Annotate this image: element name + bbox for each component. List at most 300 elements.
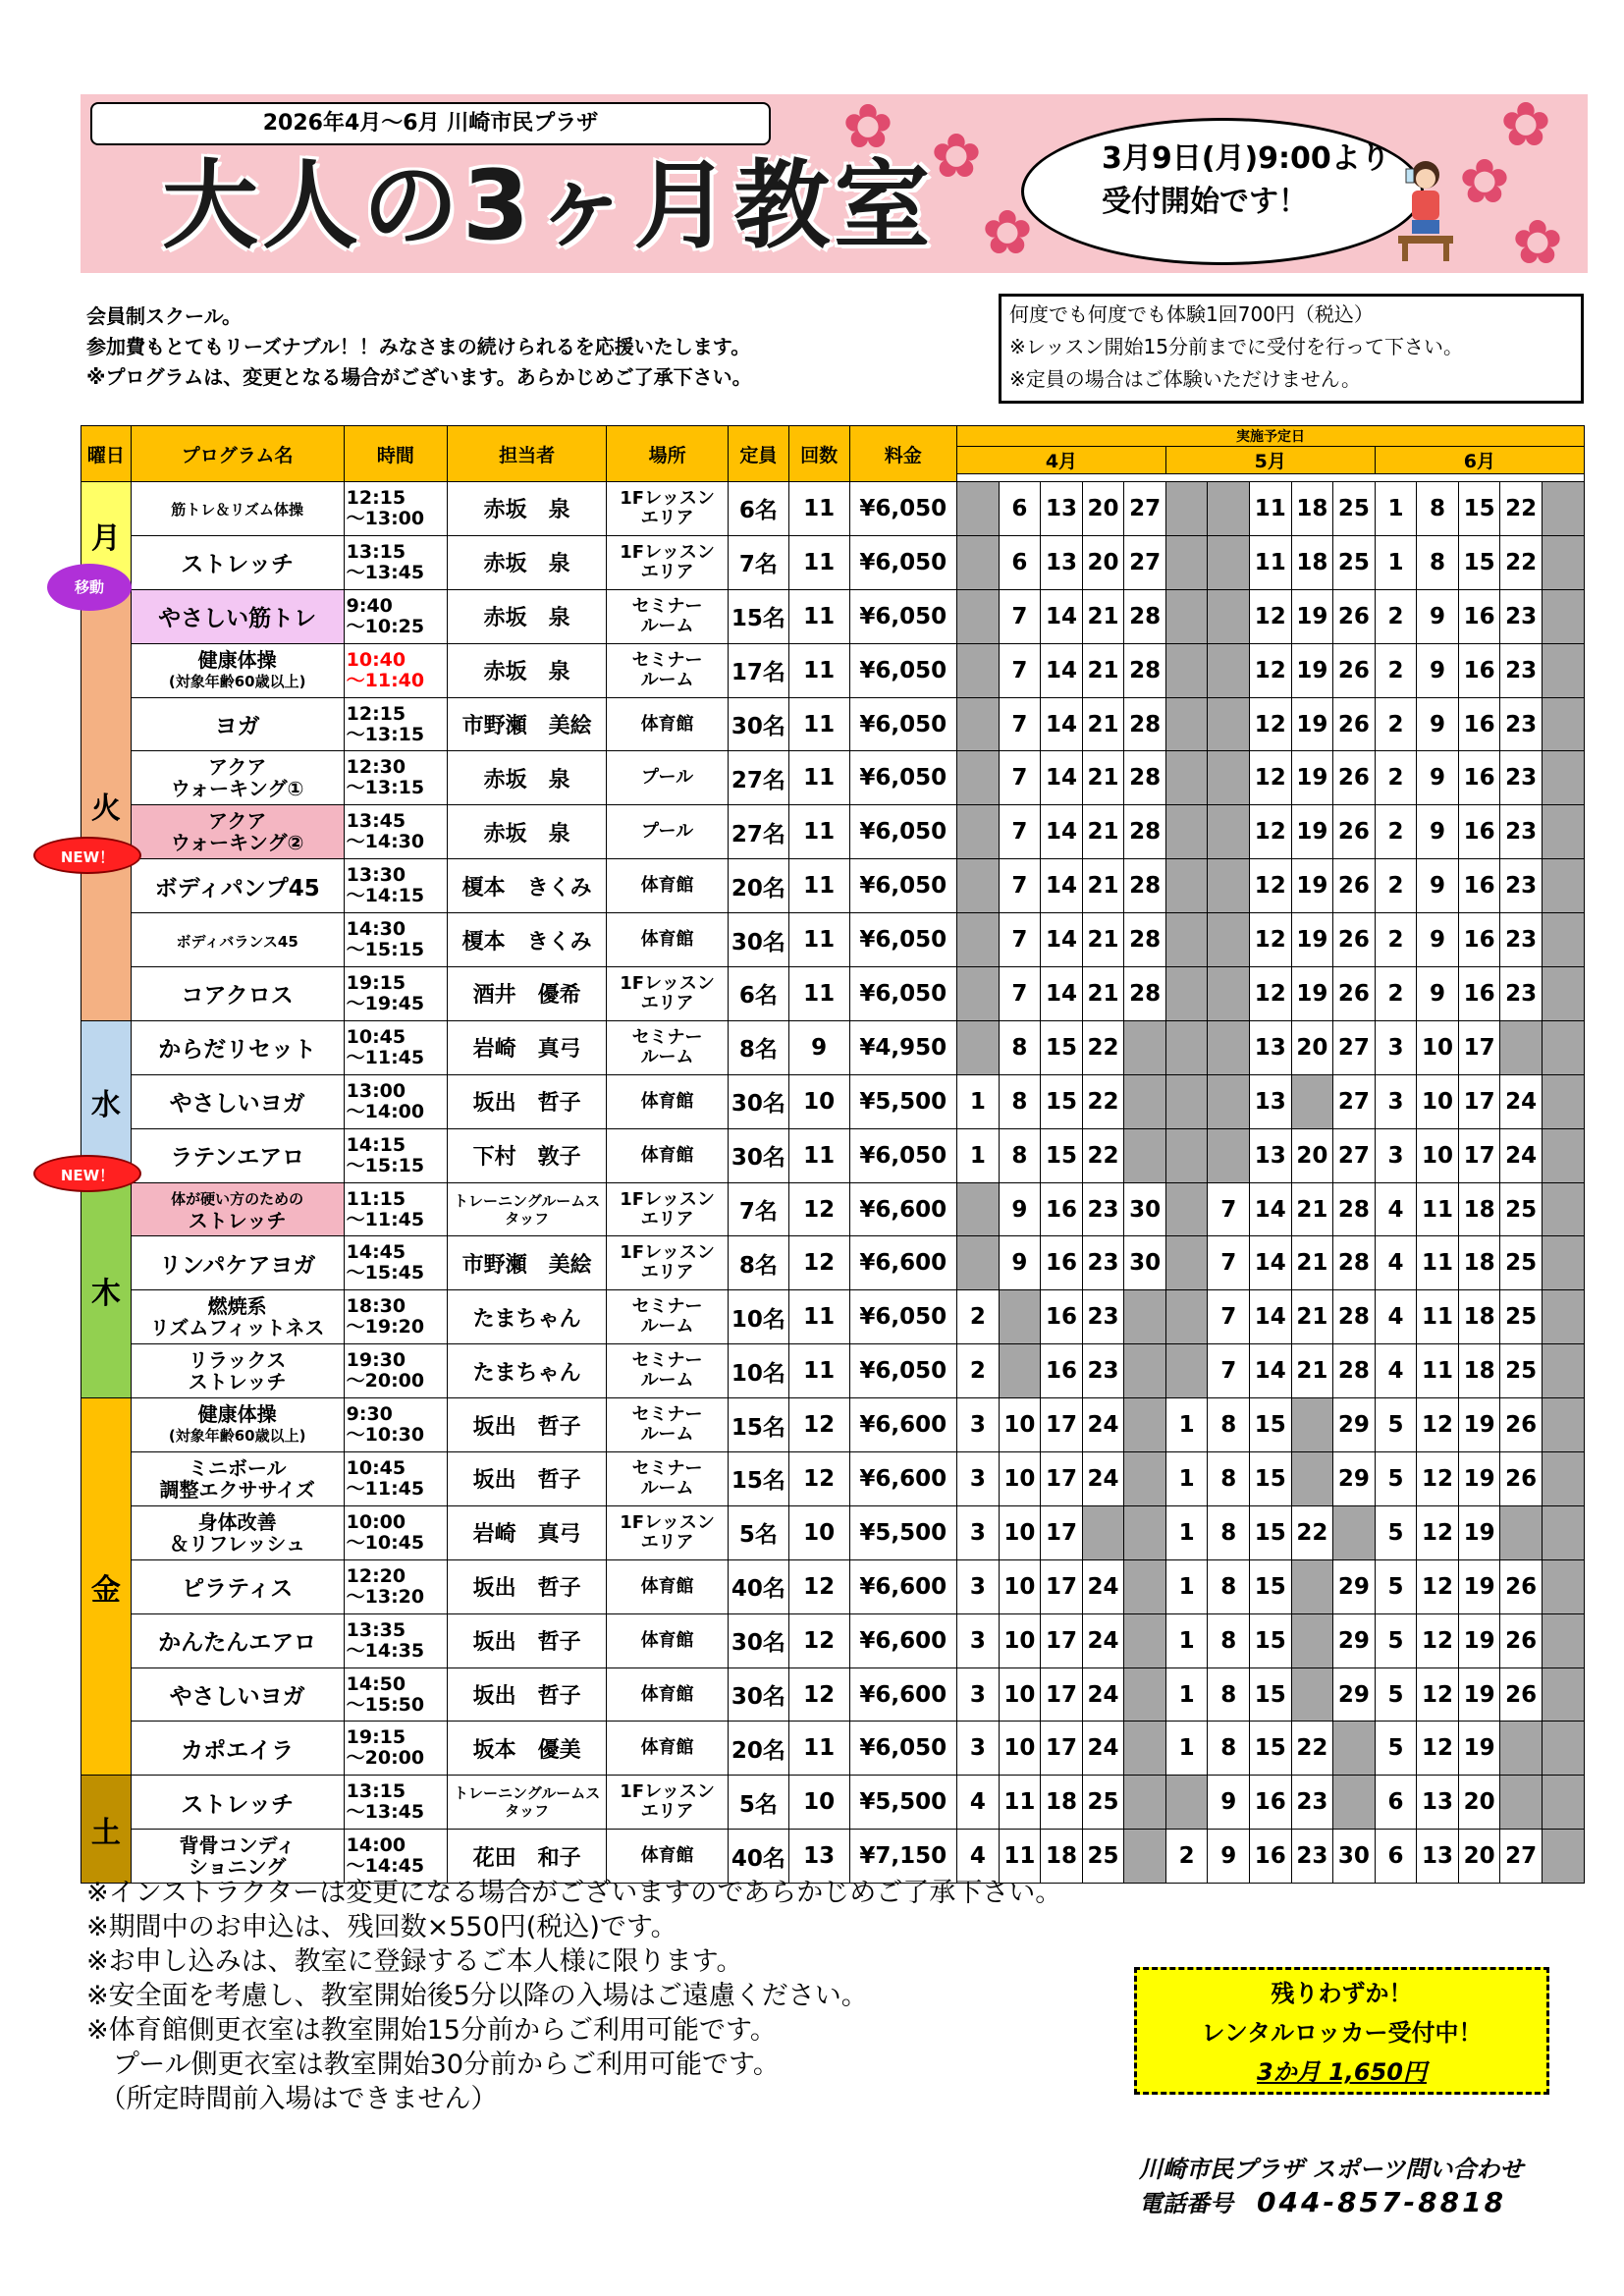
time-end: ～19:20 — [346, 1316, 425, 1339]
program-name: ピラティス — [182, 1576, 294, 1603]
day-cell: 金 — [81, 1398, 132, 1776]
date-cell — [1542, 751, 1584, 805]
date-cell — [1124, 1074, 1166, 1128]
instructor-name: 市野瀬 美絵 — [461, 1252, 592, 1278]
date-cell: 8 — [1208, 1452, 1250, 1506]
month-apr: 4月 — [957, 447, 1166, 474]
program-line2: 調整エクササイズ — [159, 1477, 315, 1502]
date-cell — [1291, 1667, 1333, 1722]
date-cell: 4 — [1375, 1182, 1417, 1236]
date-cell — [1500, 1776, 1543, 1830]
date-cell: 2 — [1375, 697, 1417, 751]
date-cell: 4 — [1375, 1344, 1417, 1398]
date-cell — [1333, 1722, 1376, 1776]
date-cell: 19 — [1291, 805, 1333, 859]
place-line2: エリア — [640, 1208, 694, 1230]
date-cell: 19 — [1291, 643, 1333, 697]
program-line1: 健康体操 — [197, 1402, 277, 1427]
date-cell: 26 — [1333, 751, 1376, 805]
time-cell — [344, 1776, 447, 1830]
instructor-cell — [448, 1613, 607, 1667]
fee-cell — [849, 805, 956, 859]
time-cell — [344, 1722, 447, 1776]
time-end: ～14:35 — [346, 1639, 425, 1662]
date-cell — [1165, 805, 1208, 859]
date-cell: 6 — [999, 535, 1041, 589]
date-cell: 5 — [1375, 1505, 1417, 1559]
time-end: ～14:15 — [346, 885, 425, 907]
capacity: 15名 — [731, 1468, 785, 1495]
program-cell — [131, 967, 344, 1021]
count-cell — [788, 535, 849, 589]
capacity: 8名 — [738, 1252, 778, 1279]
date-cell — [1542, 1452, 1584, 1506]
date-cell — [1165, 859, 1208, 913]
date-cell: 26 — [1333, 967, 1376, 1021]
count-cell — [788, 1344, 849, 1398]
date-cell: 25 — [1082, 1776, 1124, 1830]
session-count: 11 — [803, 1735, 836, 1762]
date-cell: 13 — [1417, 1776, 1459, 1830]
session-count: 11 — [803, 765, 836, 792]
date-cell — [957, 1236, 1000, 1290]
col-program: プログラム名 — [131, 426, 344, 482]
date-cell — [1165, 589, 1208, 643]
date-cell — [1165, 1344, 1208, 1398]
date-cell: 16 — [1458, 589, 1500, 643]
date-cell: 29 — [1333, 1559, 1376, 1613]
month-may: 5月 — [1165, 447, 1375, 474]
fee: ¥6,050 — [859, 1142, 947, 1169]
date-cell: 19 — [1458, 1398, 1500, 1452]
date-cell: 17 — [1041, 1452, 1083, 1506]
capacity-cell — [728, 1776, 788, 1830]
program-line2: ウォーキング① — [170, 777, 304, 801]
capacity: 30名 — [731, 1630, 785, 1657]
date-cell: 7 — [1208, 1290, 1250, 1344]
fee: ¥6,050 — [859, 1304, 947, 1331]
place-line1: プール — [641, 767, 694, 789]
capacity-cell — [728, 1722, 788, 1776]
capacity-cell — [728, 1182, 788, 1236]
time-cell — [344, 697, 447, 751]
date-cell: 7 — [999, 913, 1041, 967]
date-cell: 9 — [1417, 859, 1459, 913]
date-cell: 23 — [1291, 1830, 1333, 1884]
date-cell: 9 — [1417, 913, 1459, 967]
session-count: 11 — [803, 603, 836, 629]
table-row — [81, 1452, 1585, 1506]
capacity: 30名 — [731, 1091, 785, 1118]
date-cell: 16 — [1041, 1290, 1083, 1344]
date-cell: 8 — [1208, 1667, 1250, 1722]
session-count: 11 — [803, 657, 836, 683]
time-start: 18:30 — [346, 1295, 406, 1318]
fee-cell — [849, 1128, 956, 1182]
count-cell — [788, 1667, 849, 1722]
date-cell: 17 — [1041, 1613, 1083, 1667]
date-cell: 27 — [1333, 1020, 1376, 1074]
date-cell — [1291, 1613, 1333, 1667]
date-cell: 20 — [1082, 535, 1124, 589]
date-cell: 24 — [1082, 1667, 1124, 1722]
date-cell: 12 — [1249, 913, 1291, 967]
date-cell — [1165, 1128, 1208, 1182]
count-cell — [788, 1559, 849, 1613]
session-count: 12 — [803, 1573, 836, 1600]
place-cell — [607, 1613, 729, 1667]
date-cell: 26 — [1500, 1559, 1543, 1613]
date-cell: 23 — [1500, 805, 1543, 859]
place-line1: セミナー — [631, 1296, 703, 1318]
date-cell: 5 — [1375, 1613, 1417, 1667]
date-cell — [957, 589, 1000, 643]
date-cell: 19 — [1458, 1667, 1500, 1722]
time-end: ～13:00 — [346, 507, 425, 529]
date-cell — [1333, 1776, 1376, 1830]
program-name: からだリセット — [158, 1037, 317, 1064]
table-row — [81, 643, 1585, 697]
fee: ¥6,050 — [859, 657, 947, 683]
capacity: 30名 — [731, 929, 785, 956]
program-name: やさしいヨガ — [169, 1091, 305, 1118]
place-cell — [607, 1128, 729, 1182]
date-cell: 14 — [1249, 1236, 1291, 1290]
instructor-cell — [448, 1128, 607, 1182]
count-cell — [788, 805, 849, 859]
session-count: 11 — [803, 980, 836, 1007]
date-cell: 11 — [1417, 1344, 1459, 1398]
time-start: 12:15 — [346, 486, 406, 509]
date-cell — [1542, 1667, 1584, 1722]
date-cell: 1 — [1165, 1398, 1208, 1452]
place-cell — [607, 1074, 729, 1128]
program-line1: アクア — [207, 755, 267, 780]
date-cell: 16 — [1458, 967, 1500, 1021]
place-line1: 1Fレッスン — [620, 1511, 715, 1533]
capacity: 15名 — [731, 1414, 785, 1441]
place-line1: セミナー — [631, 1457, 703, 1479]
date-cell: 26 — [1333, 589, 1376, 643]
date-cell: 12 — [1417, 1722, 1459, 1776]
date-cell: 14 — [1249, 1344, 1291, 1398]
date-cell: 18 — [1291, 535, 1333, 589]
date-cell: 24 — [1500, 1074, 1543, 1128]
instructor-cell — [448, 1074, 607, 1128]
session-count: 11 — [803, 495, 836, 521]
fee-cell — [849, 751, 956, 805]
date-cell: 25 — [1333, 535, 1376, 589]
time-cell — [344, 535, 447, 589]
date-cell: 24 — [1500, 1128, 1543, 1182]
time-cell — [344, 1344, 447, 1398]
count-cell — [788, 1290, 849, 1344]
time-start: 10:00 — [346, 1510, 406, 1533]
date-cell: 21 — [1082, 913, 1124, 967]
time-end: ～13:15 — [346, 723, 425, 745]
date-cell: 1 — [1165, 1613, 1208, 1667]
date-cell: 28 — [1333, 1344, 1376, 1398]
date-cell — [957, 967, 1000, 1021]
place-cell — [607, 535, 729, 589]
date-cell: 15 — [1249, 1667, 1291, 1722]
table-row — [81, 1128, 1585, 1182]
date-cell: 9 — [1417, 751, 1459, 805]
session-count: 12 — [803, 1465, 836, 1492]
date-cell: 16 — [1458, 697, 1500, 751]
fee-cell — [849, 589, 956, 643]
date-cell: 21 — [1082, 589, 1124, 643]
instructor-cell — [448, 589, 607, 643]
date-cell: 21 — [1082, 805, 1124, 859]
date-cell: 30 — [1124, 1182, 1166, 1236]
time-end: ～10:30 — [346, 1424, 425, 1447]
time-cell — [344, 1074, 447, 1128]
time-end: ～11:40 — [346, 669, 425, 691]
time-end: ～10:45 — [346, 1531, 425, 1554]
program-name: やさしいヨガ — [169, 1684, 305, 1711]
session-count: 12 — [803, 1412, 836, 1439]
place-cell — [607, 1182, 729, 1236]
period-label: 2026年4月～6月 川崎市民プラザ — [90, 102, 771, 145]
capacity-cell — [728, 1505, 788, 1559]
place-line2: ルーム — [640, 615, 694, 636]
capacity: 10名 — [731, 1306, 785, 1333]
capacity: 5名 — [738, 1791, 778, 1818]
date-cell: 23 — [1500, 859, 1543, 913]
date-cell — [957, 913, 1000, 967]
date-cell — [1542, 1722, 1584, 1776]
date-cell: 19 — [1458, 1559, 1500, 1613]
date-cell: 29 — [1333, 1452, 1376, 1506]
date-cell: 3 — [1375, 1074, 1417, 1128]
fee-cell — [849, 1722, 956, 1776]
month-jun: 6月 — [1375, 447, 1584, 474]
time-start: 14:00 — [346, 1834, 406, 1857]
date-cell — [957, 1182, 1000, 1236]
date-cell: 27 — [1333, 1074, 1376, 1128]
table-row — [81, 1182, 1585, 1236]
phone-number: 044-857-8818 — [1257, 2186, 1507, 2218]
program-cell — [131, 535, 344, 589]
instructor-cell — [448, 1505, 607, 1559]
capacity: 27名 — [731, 767, 785, 793]
time-cell — [344, 1667, 447, 1722]
table-row — [81, 1290, 1585, 1344]
trial-line: ※定員の場合はご体験いただけません。 — [1009, 367, 1361, 391]
instructor-name: 赤坂 泉 — [483, 552, 570, 577]
date-cell: 25 — [1500, 1182, 1543, 1236]
date-cell — [1291, 1452, 1333, 1506]
date-cell: 16 — [1249, 1776, 1291, 1830]
fee-cell — [849, 482, 956, 536]
capacity: 20名 — [731, 1737, 785, 1764]
time-cell — [344, 643, 447, 697]
person-drinking-icon — [1394, 157, 1457, 263]
program-cell — [131, 751, 344, 805]
date-cell: 5 — [1375, 1722, 1417, 1776]
date-cell: 3 — [957, 1667, 1000, 1722]
date-cell: 15 — [1249, 1613, 1291, 1667]
program-cell — [131, 1452, 344, 1506]
session-count: 11 — [803, 549, 836, 575]
time-start: 12:15 — [346, 702, 406, 725]
date-cell — [1124, 1452, 1166, 1506]
date-cell: 3 — [1375, 1020, 1417, 1074]
capacity: 7名 — [738, 552, 778, 578]
place-line1: 体育館 — [640, 1683, 694, 1705]
program-cell — [131, 1020, 344, 1074]
date-cell: 29 — [1333, 1398, 1376, 1452]
note-line: ※安全面を考慮し、教室開始後5分以降の入場はご遠慮ください。 — [86, 1981, 868, 2011]
date-cell: 2 — [957, 1344, 1000, 1398]
time-end: ～11:45 — [346, 1046, 425, 1068]
date-cell — [1124, 1830, 1166, 1884]
date-cell: 13 — [1249, 1020, 1291, 1074]
place-line2: ルーム — [640, 1477, 694, 1499]
time-start: 14:15 — [346, 1133, 406, 1156]
day-cell: 火 — [81, 589, 132, 1020]
fee-cell — [849, 1613, 956, 1667]
instructor-name: 榎本 きくみ — [461, 929, 592, 955]
place-cell — [607, 482, 729, 536]
count-cell — [788, 1398, 849, 1452]
date-cell — [1500, 1505, 1543, 1559]
program-cell — [131, 913, 344, 967]
date-cell: 23 — [1082, 1182, 1124, 1236]
date-cell: 1 — [1165, 1452, 1208, 1506]
program-cell — [131, 589, 344, 643]
date-cell: 21 — [1082, 643, 1124, 697]
place-line2: ルーム — [640, 1046, 694, 1067]
place-line1: 体育館 — [640, 1845, 694, 1867]
date-cell: 7 — [999, 859, 1041, 913]
program-name: かんたんエアロ — [158, 1630, 317, 1657]
date-cell: 17 — [1458, 1128, 1500, 1182]
flower-icon: ✿ — [1459, 145, 1510, 217]
date-cell: 1 — [1165, 1722, 1208, 1776]
date-cell: 29 — [1333, 1613, 1376, 1667]
intro-line: 会員制スクール。 — [86, 304, 242, 328]
program-name: ラテンエアロ — [170, 1145, 305, 1172]
date-cell: 19 — [1458, 1505, 1500, 1559]
place-line1: 体育館 — [640, 1737, 694, 1759]
time-cell — [344, 751, 447, 805]
time-start: 9:40 — [346, 594, 393, 617]
fee-cell — [849, 1398, 956, 1452]
date-cell — [1165, 1776, 1208, 1830]
date-cell — [1542, 1236, 1584, 1290]
registration-start: 受付開始です！ — [1102, 185, 1308, 219]
count-cell — [788, 751, 849, 805]
instructor-cell — [448, 859, 607, 913]
date-cell: 20 — [1458, 1776, 1500, 1830]
place-line1: 体育館 — [640, 713, 694, 735]
place-line1: セミナー — [631, 1350, 703, 1372]
count-cell — [788, 1505, 849, 1559]
day-cell: 水 — [81, 1020, 132, 1182]
program-line2: ストレッチ — [188, 1370, 287, 1394]
table-row — [81, 805, 1585, 859]
date-cell: 3 — [957, 1452, 1000, 1506]
date-cell: 2 — [1375, 805, 1417, 859]
date-cell — [1542, 1290, 1584, 1344]
date-cell — [1291, 1074, 1333, 1128]
time-start: 13:00 — [346, 1079, 406, 1102]
count-cell — [788, 1074, 849, 1128]
date-cell: 22 — [1500, 482, 1543, 536]
date-cell: 21 — [1082, 751, 1124, 805]
date-cell: 13 — [1041, 482, 1083, 536]
date-cell: 17 — [1458, 1074, 1500, 1128]
date-cell — [1124, 1290, 1166, 1344]
date-cell: 10 — [999, 1559, 1041, 1613]
date-cell: 9 — [1208, 1776, 1250, 1830]
place-line2: エリア — [640, 992, 694, 1013]
date-cell — [1542, 1559, 1584, 1613]
date-cell: 23 — [1500, 643, 1543, 697]
session-count: 11 — [803, 711, 836, 738]
date-cell — [1124, 1020, 1166, 1074]
place-line1: 体育館 — [640, 875, 694, 897]
date-cell: 2 — [1375, 589, 1417, 643]
session-count: 12 — [803, 1250, 836, 1277]
capacity: 30名 — [731, 1145, 785, 1172]
date-cell: 10 — [999, 1452, 1041, 1506]
program-line1: 身体改善 — [197, 1509, 277, 1534]
contact-info — [1139, 2153, 1523, 2220]
date-cell: 25 — [1500, 1290, 1543, 1344]
date-cell: 12 — [1417, 1559, 1459, 1613]
col-place: 場所 — [607, 426, 729, 482]
note-line: ※インストラクターは変更になる場合がございますのであらかじめご了承下さい。 — [86, 1878, 1062, 1908]
date-cell: 7 — [1208, 1236, 1250, 1290]
capacity-cell — [728, 751, 788, 805]
date-cell: 8 — [1417, 535, 1459, 589]
date-cell: 9 — [1417, 589, 1459, 643]
date-cell: 28 — [1333, 1182, 1376, 1236]
date-cell: 12 — [1249, 697, 1291, 751]
date-cell — [1208, 589, 1250, 643]
capacity-cell — [728, 697, 788, 751]
intro-text — [86, 301, 752, 393]
flower-icon: ✿ — [842, 90, 893, 162]
date-cell — [957, 535, 1000, 589]
capacity: 7名 — [738, 1199, 778, 1226]
count-cell — [788, 1020, 849, 1074]
place-line1: セミナー — [631, 1026, 703, 1048]
capacity-cell — [728, 535, 788, 589]
session-count: 13 — [803, 1843, 836, 1870]
date-cell: 21 — [1082, 859, 1124, 913]
date-cell: 22 — [1500, 535, 1543, 589]
time-cell — [344, 1559, 447, 1613]
instructor-cell — [448, 751, 607, 805]
instructor-cell — [448, 1236, 607, 1290]
capacity: 6名 — [738, 498, 778, 524]
date-cell: 19 — [1458, 1613, 1500, 1667]
instructor-name: 赤坂 泉 — [483, 498, 570, 523]
table-row — [81, 1398, 1585, 1452]
time-start: 13:30 — [346, 864, 406, 887]
date-cell: 26 — [1500, 1667, 1543, 1722]
program-line2: ショニング — [189, 1855, 287, 1880]
place-line1: 体育館 — [640, 929, 694, 951]
date-cell: 26 — [1500, 1613, 1543, 1667]
program-line2: ＆リフレッシュ — [169, 1531, 305, 1556]
time-end: ～13:15 — [346, 777, 425, 799]
program-name: カポエイラ — [181, 1737, 295, 1764]
